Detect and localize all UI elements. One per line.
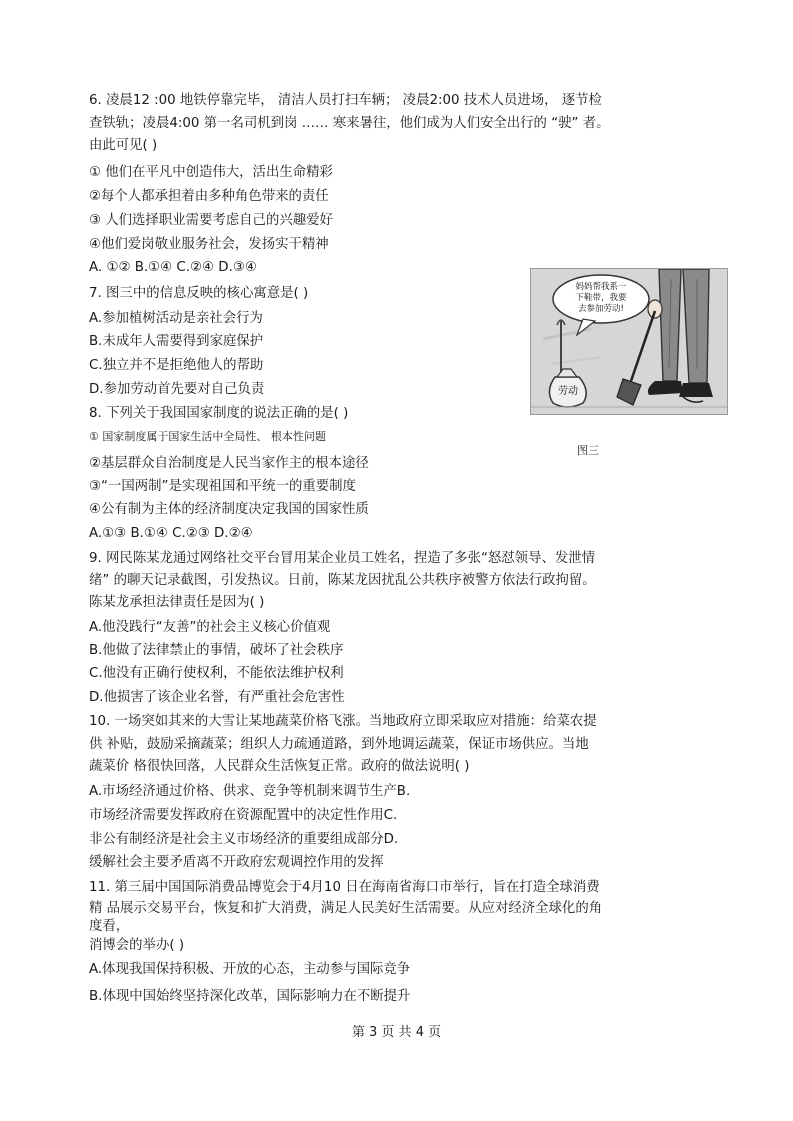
q7-option-b: B.未成年人需要得到家庭保护: [89, 334, 264, 349]
q10-line-2: 供 补贴，鼓励采摘蔬菜；组织人力疏通道路，到外地调运蔬菜，保证市场供应。当地: [89, 737, 589, 752]
q6-line-3: 由此可见( ): [89, 138, 158, 153]
q10-line-1: 10. 一场突如其来的大雪让某地蔬菜价格飞涨。当地政府立即采取应对措施：给菜农提: [89, 714, 597, 729]
q9-option-b: B.他做了法律禁止的事情，破坏了社会秩序: [89, 643, 344, 658]
bag-label: 劳动: [558, 386, 578, 397]
q6-option-1: ① 他们在平凡中创造伟大，活出生命精彩: [89, 165, 333, 180]
q9-line-1: 9. 网民陈某龙通过网络社交平台冒用某企业员工姓名，捏造了多张“怒怼领导、发泄情: [89, 551, 596, 566]
q6-option-4: ④他们爱岗敬业服务社会，发扬实干精神: [89, 237, 329, 252]
q9-line-3: 陈某龙承担法律责任是因为( ): [89, 595, 265, 610]
q11-line-1: 11. 第三届中国国际消费品博览会于4月10 日在海南省海口市举行，旨在打造全球消费: [89, 880, 600, 895]
q10-option-d: 缓解社会主要矛盾离不开政府宏观调控作用的发挥: [89, 855, 384, 870]
q7-option-a: A.参加植树活动是亲社会行为: [89, 311, 263, 326]
q9-option-c: C.他没有正确行使权利，不能依法维护权利: [89, 666, 344, 681]
q11-option-a: A.体现我国保持积极、开放的心态，主动参与国际竞争: [89, 962, 411, 977]
q10-option-a: A.市场经济通过价格、供求、竞争等机制来调节生产B.: [89, 784, 411, 799]
q11-line-3: 度看，: [89, 919, 130, 934]
bubble-line-1: 妈妈帮我系一: [575, 282, 627, 292]
q9-option-d: D.他损害了该企业名誉，有严重社会危害性: [89, 690, 345, 705]
q8-option-3: ③“一国两制”是实现祖国和平统一的重要制度: [89, 479, 356, 494]
q8-option-2: ②基层群众自治制度是人民当家作主的根本途径: [89, 456, 369, 471]
q11-option-b: B.体现中国始终坚持深化改革，国际影响力在不断提升: [89, 989, 411, 1004]
figure-caption: 图三: [577, 444, 599, 457]
q7-option-d: D.参加劳动首先要对自己负责: [89, 382, 265, 397]
bubble-line-3: 去参加劳动!: [578, 304, 624, 314]
q6-option-3: ③ 人们选择职业需要考虑自己的兴趣爱好: [89, 213, 333, 228]
q10-line-3: 蔬菜价 格很快回落，人民群众生活恢复正常。政府的做法说明( ): [89, 759, 470, 774]
bubble-line-2: 下鞋带，我要: [575, 293, 627, 303]
q6-line-2: 查铁轨；凌晨4:00 第一名司机到岗 …… 寒来暑往，他们成为人们安全出行的 “驶” 者。: [89, 116, 610, 131]
q8-stem: 8. 下列关于我国国家制度的说法正确的是( ): [89, 406, 349, 421]
cartoon-figure: [530, 268, 728, 415]
q7-option-c: C.独立并不是拒绝他人的帮助: [89, 358, 264, 373]
q6-line-1: 6. 凌晨12 :00 地铁停靠完毕， 清洁人员打扫车辆； 凌晨2:00 技术人员进场， 逐节检: [89, 93, 602, 108]
q8-answers: A.①③ B.①④ C.②③ D.②④: [89, 526, 253, 541]
q9-line-2: 绪” 的聊天记录截图，引发热议。日前，陈某龙因扰乱公共秩序被警方依法行政拘留。: [89, 573, 596, 588]
q7-stem: 7. 图三中的信息反映的核心寓意是( ): [89, 286, 309, 301]
q11-line-4: 消博会的举办( ): [89, 938, 185, 953]
page-footer: 第 3 页 共 4 页: [351, 1025, 442, 1040]
q9-option-a: A.他没践行“友善”的社会主义核心价值观: [89, 620, 331, 635]
q10-option-c: 非公有制经济是社会主义市场经济的重要组成部分D.: [89, 832, 399, 847]
q6-answers: A. ①② B.①④ C.②④ D.③④: [89, 260, 257, 275]
q11-line-2: 精 品展示交易平台，恢复和扩大消费，满足人民美好生活需要。从应对经济全球化的角: [89, 901, 603, 916]
q8-option-1: ① 国家制度属于国家生活中全局性、 根本性问题: [89, 430, 326, 443]
q6-option-2: ②每个人都承担着由多种角色带来的责任: [89, 189, 329, 204]
q8-option-4: ④公有制为主体的经济制度决定我国的国家性质: [89, 502, 369, 517]
q10-option-b: 市场经济需要发挥政府在资源配置中的决定性作用C.: [89, 808, 398, 823]
